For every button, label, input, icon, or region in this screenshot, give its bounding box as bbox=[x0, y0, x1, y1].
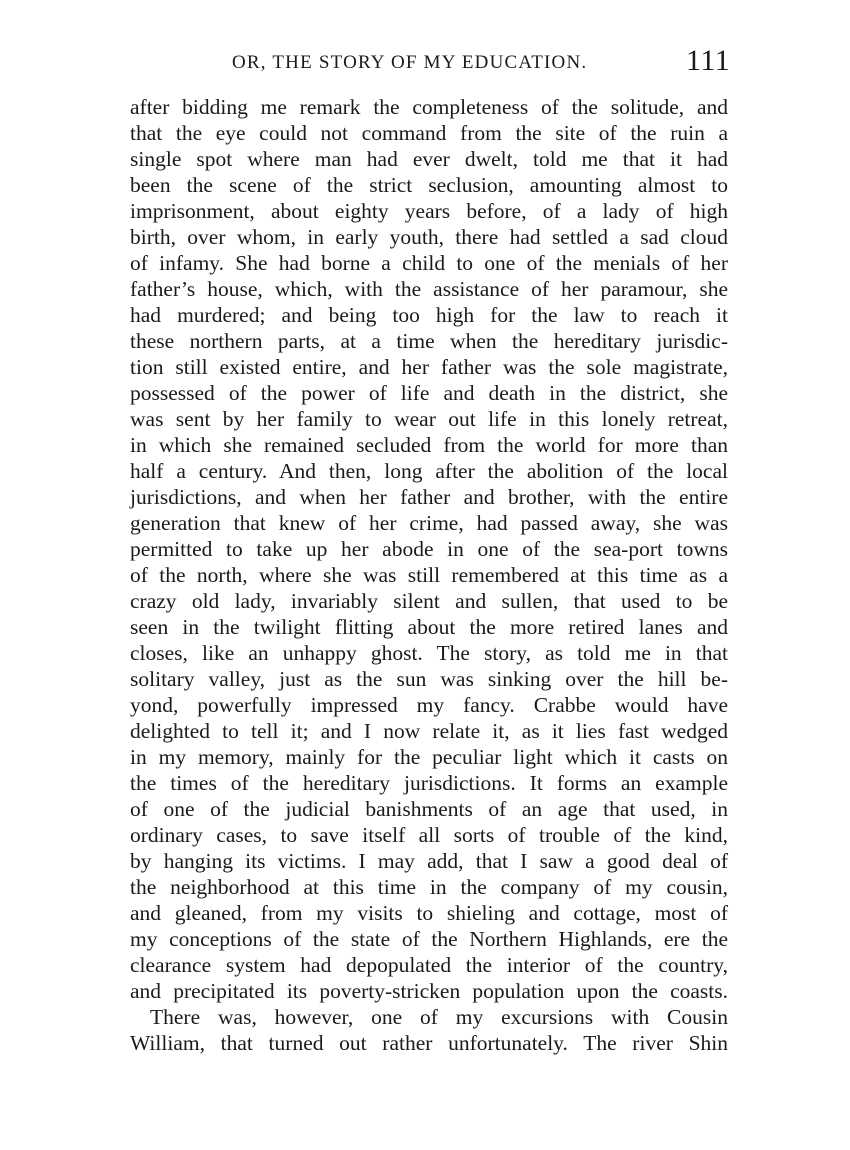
running-header bbox=[0, 44, 850, 84]
text-line: solitary valley, just as the sun was sinking over the hill be- bbox=[130, 667, 728, 691]
text-line: had murdered; and being too high for the law to reach it bbox=[130, 303, 728, 327]
text-line: of infamy. She had borne a child to one of the menials of her bbox=[130, 251, 728, 275]
text-line: by hanging its victims. I may add, that I saw a good deal of bbox=[130, 849, 728, 873]
text-line: was sent by her family to wear out life in this lonely retreat, bbox=[130, 407, 728, 431]
text-line: delighted to tell it; and I now relate it, as it lies fast wedged bbox=[130, 719, 728, 743]
text-line: been the scene of the strict seclusion, amounting almost to bbox=[130, 173, 728, 197]
text-line: half a century. And then, long after the abolition of the local bbox=[130, 459, 728, 483]
text-line: my conceptions of the state of the Northern Highlands, ere the bbox=[130, 927, 728, 951]
text-line: jurisdictions, and when her father and brother, with the entire bbox=[130, 485, 728, 509]
text-line: possessed of the power of life and death in the district, she bbox=[130, 381, 728, 405]
text-line: and gleaned, from my visits to shieling and cottage, most of bbox=[130, 901, 728, 925]
text-line: imprisonment, about eighty years before, of a lady of high bbox=[130, 199, 728, 223]
text-line: that the eye could not command from the site of the ruin a bbox=[130, 121, 728, 145]
text-line: crazy old lady, invariably silent and sullen, that used to be bbox=[130, 589, 728, 613]
page-number: 111 bbox=[686, 44, 731, 77]
text-line: tion still existed entire, and her father was the sole magistrate, bbox=[130, 355, 728, 379]
text-line: clearance system had depopulated the interior of the country, bbox=[130, 953, 728, 977]
text-line: single spot where man had ever dwelt, told me that it had bbox=[130, 147, 728, 171]
text-line: in my memory, mainly for the peculiar light which it casts on bbox=[130, 745, 728, 769]
text-line: seen in the twilight flitting about the more retired lanes and bbox=[130, 615, 728, 639]
text-line: ordinary cases, to save itself all sorts of trouble of the kind, bbox=[130, 823, 728, 847]
text-line: birth, over whom, in early youth, there had settled a sad cloud bbox=[130, 225, 728, 249]
text-line: in which she remained secluded from the world for more than bbox=[130, 433, 728, 457]
text-line: father’s house, which, with the assistance of her paramour, she bbox=[130, 277, 728, 301]
text-line: generation that knew of her crime, had passed away, she was bbox=[130, 511, 728, 535]
running-title: OR, THE STORY OF MY EDUCATION. bbox=[232, 52, 588, 73]
text-line: yond, powerfully impressed my fancy. Crabbe would have bbox=[130, 693, 728, 717]
text-line: of the north, where she was still remembered at this time as a bbox=[130, 563, 728, 587]
text-line: and precipitated its poverty-stricken population upon the coasts. bbox=[130, 979, 728, 1003]
text-line: the neighborhood at this time in the company of my cousin, bbox=[130, 875, 728, 899]
text-line: after bidding me remark the completeness of the solitude, and bbox=[130, 95, 728, 119]
text-line: permitted to take up her abode in one of the sea-port towns bbox=[130, 537, 728, 561]
text-line: of one of the judicial banishments of an age that used, in bbox=[130, 797, 728, 821]
text-line: the times of the hereditary jurisdictions. It forms an example bbox=[130, 771, 728, 795]
text-line: closes, like an unhappy ghost. The story, as told me in that bbox=[130, 641, 728, 665]
text-line: these northern parts, at a time when the hereditary jurisdic- bbox=[130, 329, 728, 353]
text-line: William, that turned out rather unfortunately. The river Shin bbox=[130, 1031, 728, 1055]
text-line: There was, however, one of my excursions with Cousin bbox=[150, 1005, 728, 1029]
